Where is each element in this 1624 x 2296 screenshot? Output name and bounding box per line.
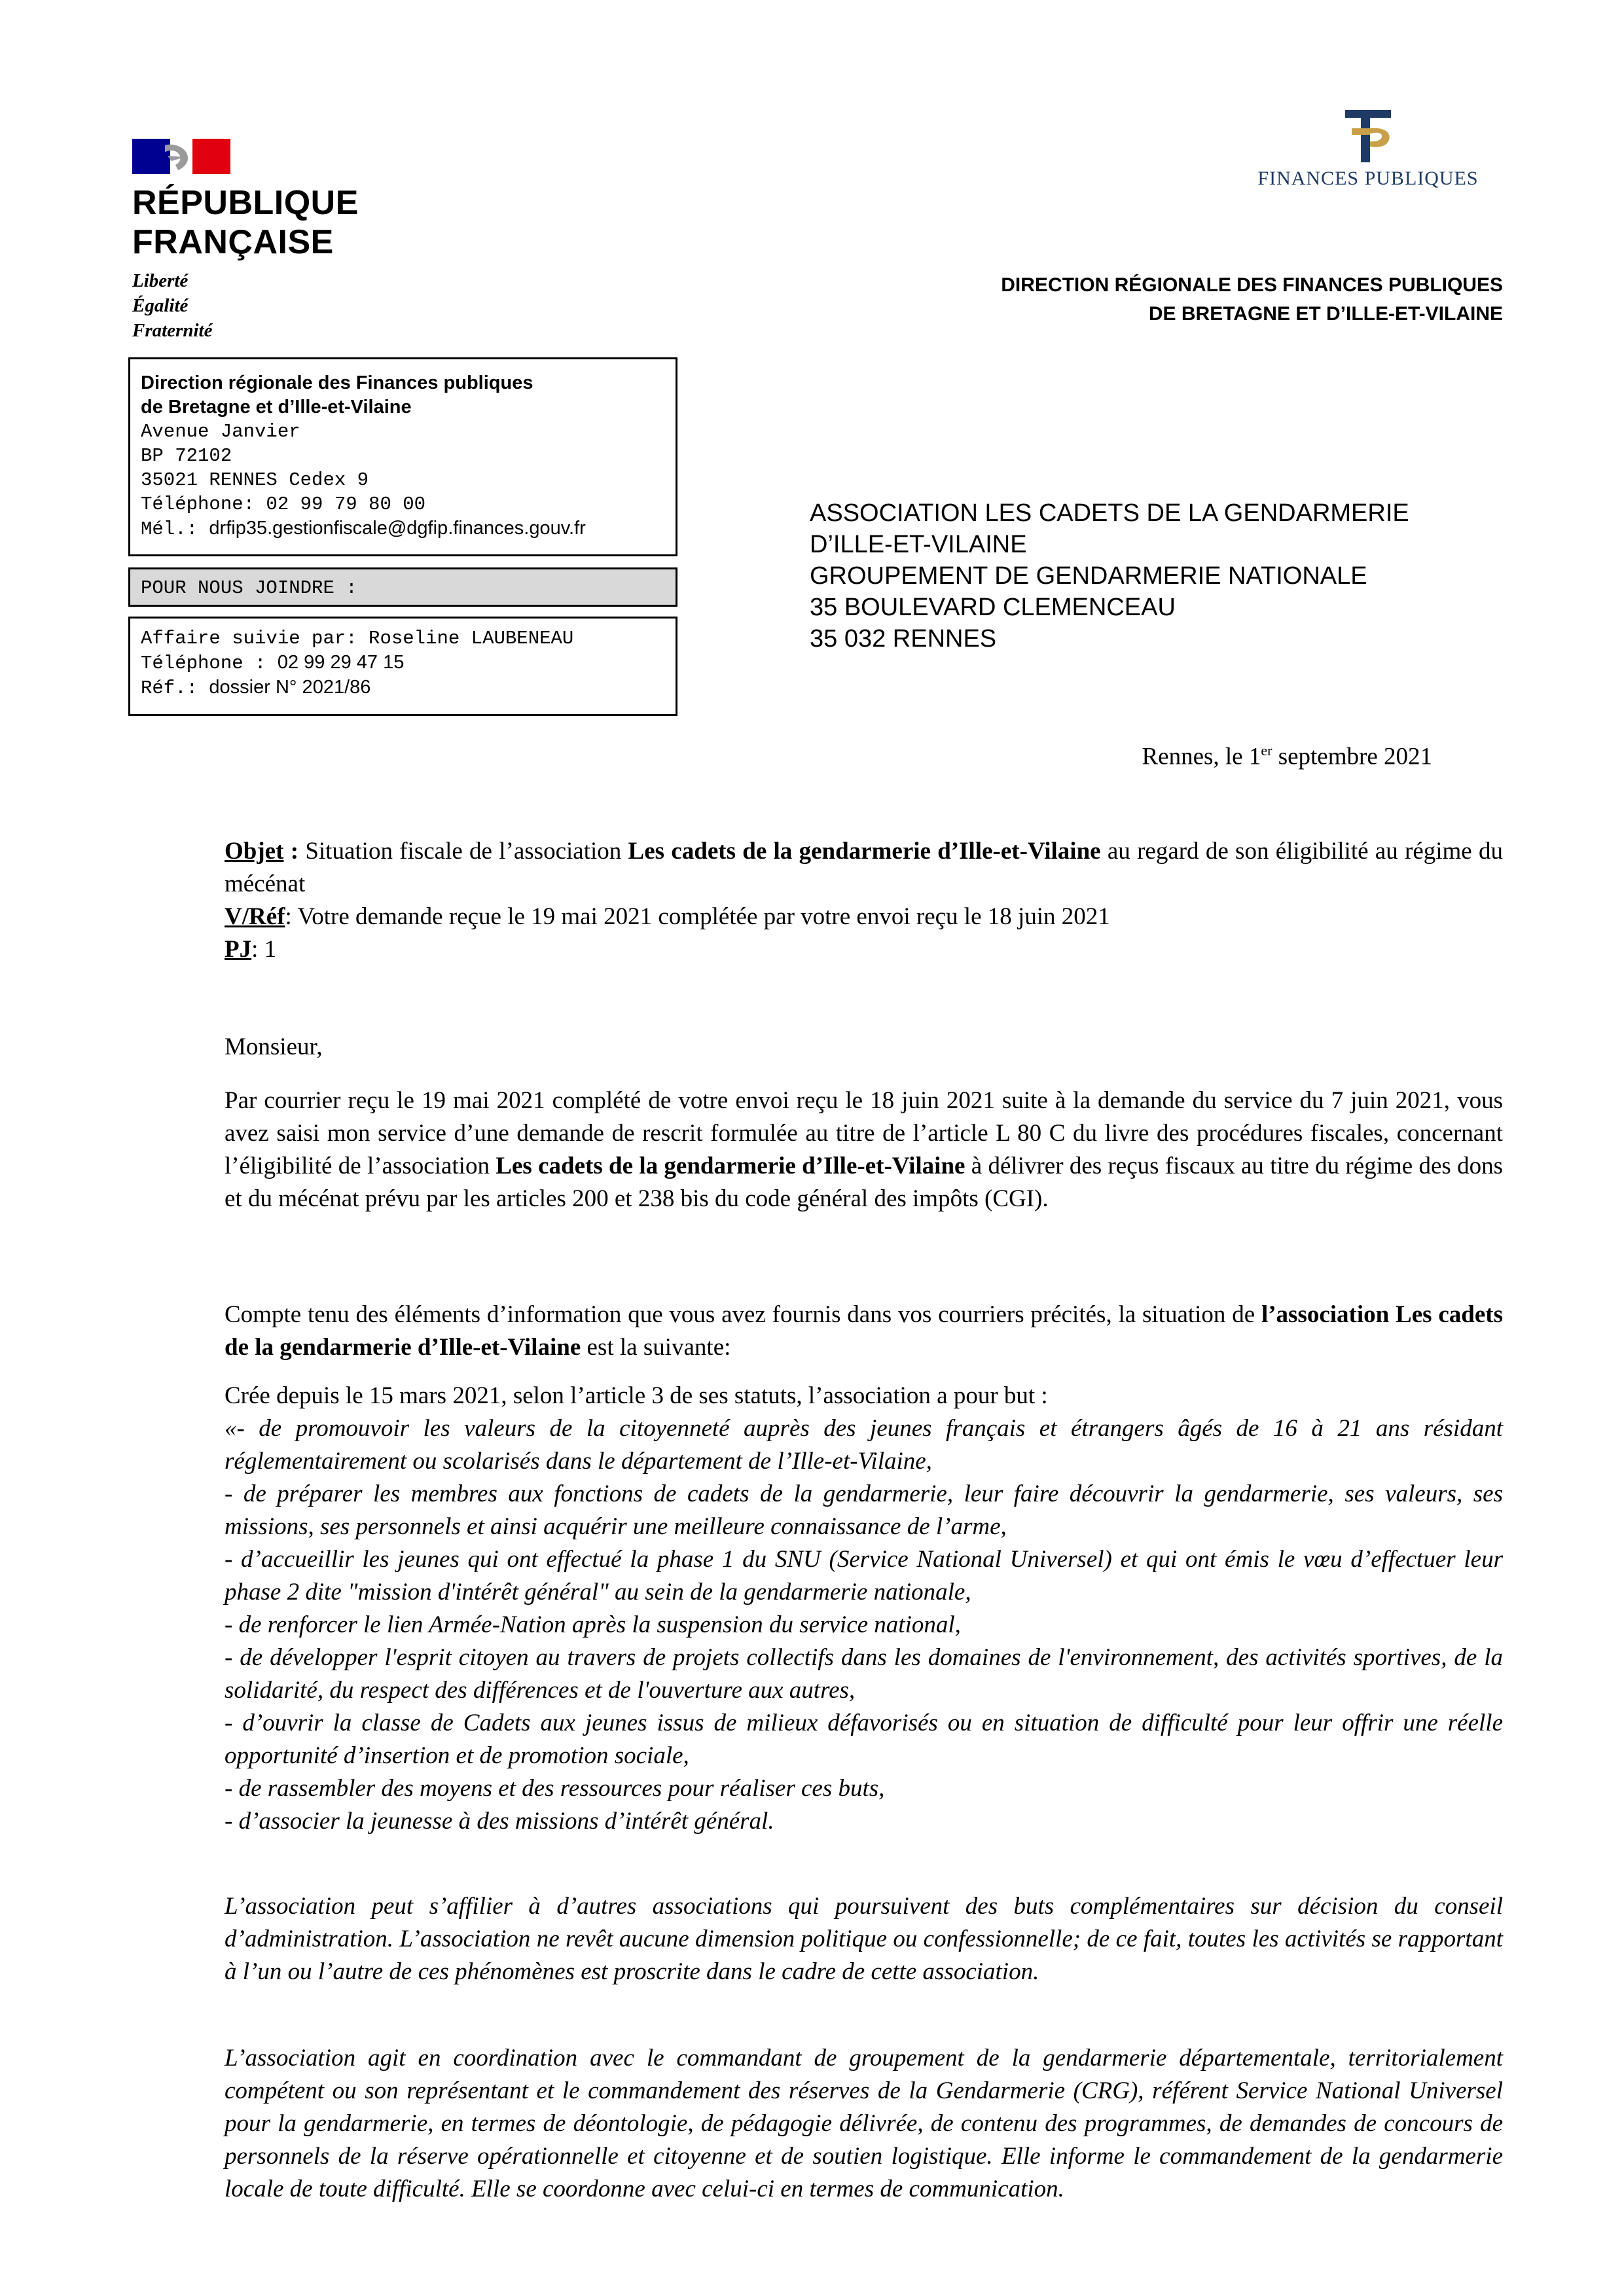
date-sup: er bbox=[1261, 742, 1272, 759]
pj-text: : 1 bbox=[251, 936, 277, 963]
sender-phone: Téléphone: 02 99 79 80 00 bbox=[141, 493, 426, 515]
followup-ref-row bbox=[141, 675, 676, 700]
recipient-line: 35 BOULEVARD CLEMENCEAU bbox=[810, 594, 1176, 621]
followup-line1: Affaire suivie par: Roseline LAUBENEAU bbox=[141, 628, 574, 649]
para1-text2: à délivrer des reçus fiscaux au titre du régime des dons et du mécénat prévu par les articles 200 et 238 bis du code général des impôts (CGI). bbox=[225, 1153, 1503, 1212]
para2-text1: Compte tenu des éléments d’information que vous avez fournis dans vos courriers précités, la situation de bbox=[225, 1301, 1261, 1328]
direction-header bbox=[1001, 271, 1503, 329]
recipient-line: D’ILLE-ET-VILAINE bbox=[810, 531, 1027, 558]
rf-title-line1: RÉPUBLIQUE bbox=[132, 184, 359, 222]
followup-box bbox=[128, 617, 677, 716]
paragraph-5: L’association agit en coordination avec le commandant de groupement de la gendarmerie départementale, territorialement compétent ou son représentant et le commandement des réserves de la Gendarmerie (CRG), référent Service National Universel pour la gendarmerie, en termes de déontologie, de pédagogie délivrée, de contenu des programmes, de demandes de concours de personnels de la réserve opérationnelle et citoyenne et de soutien logistique. Elle informe le commandement de la gendarmerie locale de toute difficulté. Elle se coordonne avec celui-ci en termes de communication. bbox=[225, 2045, 1503, 2202]
motto-fraternite: Fraternité bbox=[132, 320, 213, 341]
sender-email[interactable]: drfip35.gestionfiscale@dgfip.finances.gouv.fr bbox=[209, 518, 586, 539]
para1-text1: Par courrier reçu le 19 mai 2021 complété de votre envoi reçu le 18 juin 2021 suite à la demande du service du 7 juin 2021, vous avez saisi mon service d’une demande de rescrit formulée au titre de l’article L 80 C du livre des procédures fiscales, concernant l’éligibilité de l’association bbox=[225, 1087, 1503, 1179]
object-line bbox=[225, 835, 1503, 901]
vref-line bbox=[225, 901, 1503, 933]
paragraph-2 bbox=[225, 1299, 1503, 1364]
sender-address3: 35021 RENNES Cedex 9 bbox=[141, 469, 369, 491]
vref-label: V/Réf bbox=[225, 903, 285, 930]
followup-phone-label: Téléphone : bbox=[141, 653, 266, 674]
pj-line bbox=[225, 933, 1503, 966]
direction-header-line2: DE BRETAGNE ET D’ILLE-ET-VILAINE bbox=[1148, 303, 1503, 325]
recipient-address bbox=[810, 497, 1409, 655]
para2-bold: l’association Les cadets de la gendarmerie d’Ille-et-Vilaine bbox=[225, 1301, 1503, 1361]
contact-bar: POUR NOUS JOINDRE : bbox=[128, 567, 677, 607]
object-text1: Situation fiscale de l’association bbox=[305, 838, 628, 865]
paragraph-4: L’association peut s’affilier à d’autres associations qui poursuivent des buts complémentaires sur décision du conseil d’administration. L’association ne revêt aucune dimension politique ou confessionnelle; de ce fait, toutes les activités se rapportant à l’un ou l’autre de ces phénomènes est proscrite dans le cadre de cette association. bbox=[225, 1893, 1503, 1985]
sender-address1: Avenue Janvier bbox=[141, 421, 300, 442]
letter-object bbox=[225, 835, 1503, 966]
date-after: septembre 2021 bbox=[1272, 743, 1432, 770]
direction-header-line1: DIRECTION RÉGIONALE DES FINANCES PUBLIQUES bbox=[1001, 274, 1503, 296]
object-colon: : bbox=[283, 838, 306, 865]
followup-phone-row bbox=[141, 651, 676, 675]
motto-egalite: Égalité bbox=[132, 295, 189, 316]
followup-phone: 02 99 29 47 15 bbox=[277, 652, 405, 673]
sender-address2: BP 72102 bbox=[141, 445, 232, 467]
followup-ref-label: Réf.: bbox=[141, 677, 198, 699]
fp-monogram-icon bbox=[1339, 105, 1398, 168]
pj-label: PJ bbox=[225, 936, 252, 963]
sender-name-line2: de Bretagne et d’Ille-et-Vilaine bbox=[141, 397, 412, 418]
para2-text2: est la suivante: bbox=[581, 1334, 731, 1361]
para1-bold: Les cadets de la gendarmerie d’Ille-et-Vilaine bbox=[496, 1153, 965, 1179]
paragraph-3: Crée depuis le 15 mars 2021, selon l’article 3 de ses statuts, l’association a pour but : bbox=[225, 1382, 1048, 1409]
objective-item: - de rassembler des moyens et des ressources pour réaliser ces buts, bbox=[225, 1775, 885, 1802]
followup-ref: dossier N° 2021/86 bbox=[209, 677, 371, 698]
object-label: Objet bbox=[225, 838, 284, 865]
sender-email-row bbox=[141, 516, 676, 541]
fp-logo-text: FINANCES PUBLIQUES bbox=[1257, 168, 1479, 189]
objectives-list bbox=[225, 1412, 1503, 1838]
finances-publiques-logo bbox=[1218, 105, 1519, 190]
salutation: Monsieur, bbox=[225, 1033, 323, 1060]
objective-item: - de développer l'esprit citoyen au travers de projets collectifs dans les domaines de l'environnement, des activités sportives, de la solidarité, du respect des différences et de l'ouverture aux autres, bbox=[225, 1644, 1503, 1704]
motto-liberte: Liberté bbox=[132, 270, 189, 291]
object-text2: au regard de son éligibilité au régime du mécénat bbox=[225, 838, 1504, 897]
date-before: Rennes, le 1 bbox=[1142, 743, 1261, 770]
objective-item: - de renforcer le lien Armée-Nation après la suspension du service national, bbox=[225, 1611, 961, 1638]
recipient-line: GROUPEMENT DE GENDARMERIE NATIONALE bbox=[810, 562, 1367, 590]
recipient-line: 35 032 RENNES bbox=[810, 625, 997, 653]
objective-item: - d’associer la jeunesse à des missions d’intérêt général. bbox=[225, 1808, 774, 1835]
objective-item: - d’accueillir les jeunes qui ont effectué la phase 1 du SNU (Service National Universel) et qui ont émis le vœu d’effectuer leur phase 2 dite "mission d'intérêt général" au sein de la gendarmerie nationale, bbox=[225, 1546, 1503, 1605]
sender-name-line1: Direction régionale des Finances publiques bbox=[141, 372, 533, 393]
sender-box bbox=[128, 357, 677, 556]
object-bold: Les cadets de la gendarmerie d’Ille-et-Vilaine bbox=[628, 838, 1101, 865]
paragraph-1 bbox=[225, 1085, 1503, 1215]
marianne-flag-icon bbox=[132, 139, 230, 174]
sender-email-label: Mél.: bbox=[141, 518, 198, 540]
objective-item: «- de promouvoir les valeurs de la citoyenneté auprès des jeunes français et étrangers âgés de 16 à 21 ans résidant réglementairement ou scolarisés dans le département de l’Ille-et-Vilaine, bbox=[225, 1415, 1503, 1475]
vref-text: : Votre demande reçue le 19 mai 2021 complétée par votre envoi reçu le 18 juin 2021 bbox=[285, 903, 1110, 930]
objective-item: - d’ouvrir la classe de Cadets aux jeunes issus de milieux défavorisés ou en situation de difficulté pour leur offrir une réelle opportunité d’insertion et de promotion sociale, bbox=[225, 1710, 1503, 1769]
rf-title-line2: FRANÇAISE bbox=[132, 223, 334, 261]
letter-date bbox=[1142, 742, 1432, 770]
objective-item: - de préparer les membres aux fonctions de cadets de la gendarmerie, leur faire découvrir la gendarmerie, ses valeurs, ses missions, ses personnels et ainsi acquérir une meilleure connaissance de l’arme, bbox=[225, 1480, 1503, 1540]
recipient-line: ASSOCIATION LES CADETS DE LA GENDARMERIE bbox=[810, 499, 1409, 527]
